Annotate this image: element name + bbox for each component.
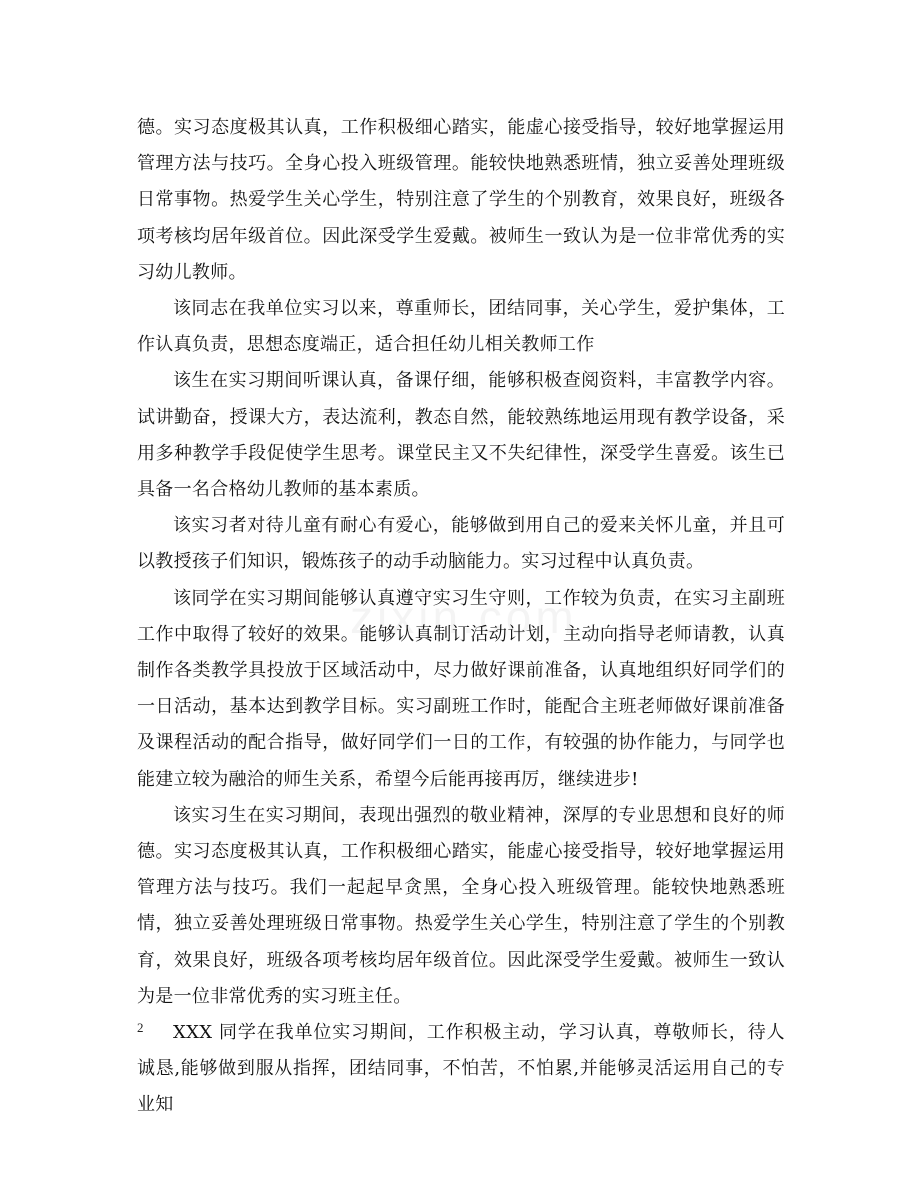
- paragraph: 该生在实习期间听课认真，备课仔细，能够积极查阅资料，丰富教学内容。试讲勤奋，授课大方，表达流利，教态自然，能较熟练地运用现有教学设备，采用多种教学手段促使学生思考。课堂民主又不失纪律性，深受学生喜爱。该生已具备一名合格幼儿教师的基本素质。: [137, 370, 785, 501]
- paragraph: 德。实习态度极其认真，工作积极细心踏实，能虚心接受指导，较好地掌握运用管理方法与技巧。全身心投入班级管理。能较快地熟悉班情，独立妥善处理班级日常事物。热爱学生关心学生，特别注意了学生的个别教育，效果良好，班级各项考核均居年级首位。因此深受学生爱戴。被师生一致认为是一位非常优秀的实习幼儿教师。: [137, 117, 785, 283]
- page-number: 2: [137, 1020, 144, 1035]
- paragraph: 该实习者对待儿童有耐心有爱心，能够做到用自己的爱来关怀儿童，并且可以教授孩子们知识，锻炼孩子的动手动脑能力。实习过程中认真负责。: [137, 515, 785, 573]
- paragraph: XXX 同学在我单位实习期间，工作积极主动，学习认真，尊敬师长，待人诚恳,能够做到服从指挥，团结同事，不怕苦，不怕累,并能够灵活运用自己的专业知: [137, 1022, 785, 1116]
- paragraph: 该实习生在实习期间，表现出强烈的敬业精神，深厚的专业思想和良好的师德。实习态度极其认真，工作积极细心踏实，能虚心接受指导，较好地掌握运用管理方法与技巧。我们一起起早贪黑，全身心投入班级管理。能较快地熟悉班情，独立妥善处理班级日常事物。热爱学生关心学生，特别注意了学生的个别教育，效果良好，班级各项考核均居年级首位。因此深受学生爱戴。被师生一致认为是一位非常优秀的实习班主任。: [137, 804, 785, 1007]
- paragraph: 该同志在我单位实习以来，尊重师长，团结同事，关心学生，爱护集体，工作认真负责，思想态度端正，适合担任幼儿相关教师工作: [137, 298, 785, 356]
- document-body: [137, 110, 785, 1124]
- paragraph: 该同学在实习期间能够认真遵守实习生守则，工作较为负责，在实习主副班工作中取得了较好的效果。能够认真制订活动计划，主动向指导老师请教，认真制作各类教学具投放于区域活动中，尽力做好课前准备，认真地组织好同学们的一日活动，基本达到教学目标。实习副班工作时，能配合主班老师做好课前准备及课程活动的配合指导，做好同学们一日的工作，有较强的协作能力，与同学也能建立较为融洽的师生关系，希望今后能再接再厉，继续进步!: [137, 587, 785, 790]
